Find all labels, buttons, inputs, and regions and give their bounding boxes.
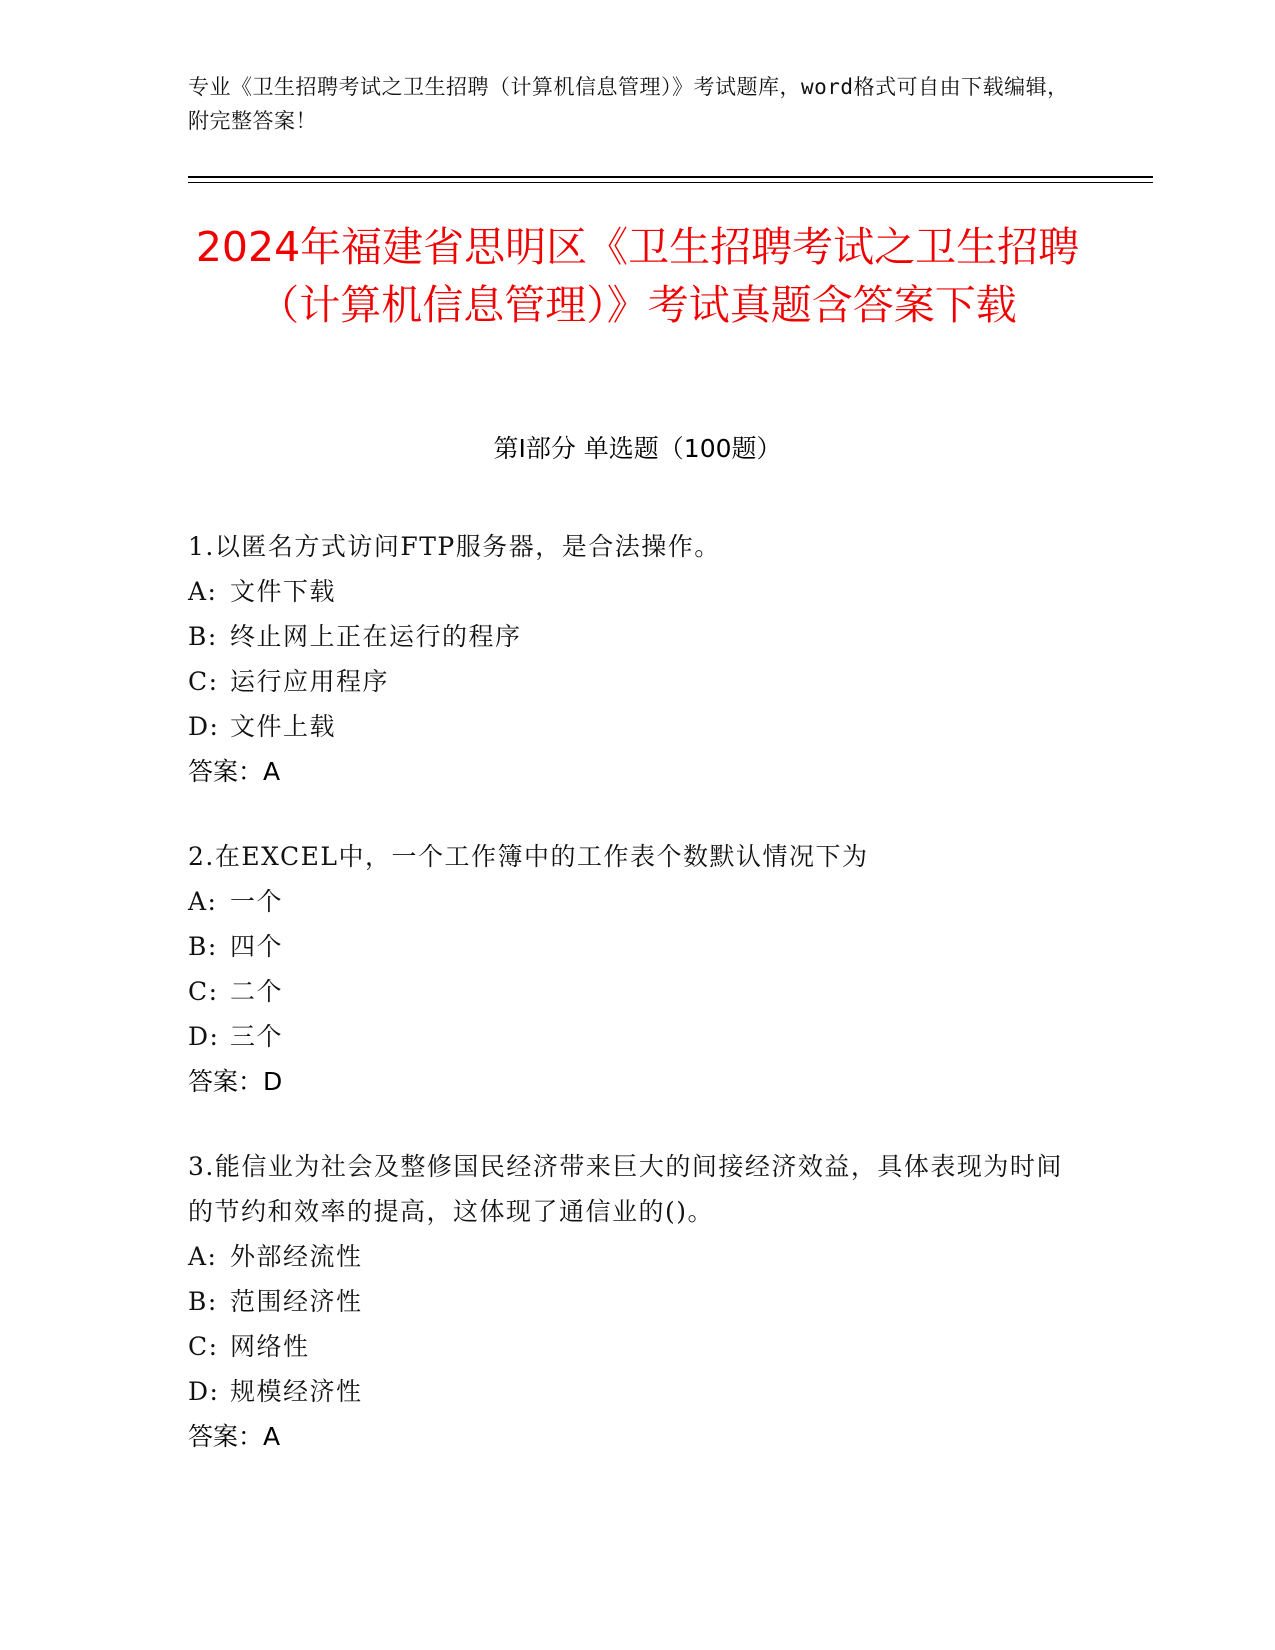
question-stem: 1.以匿名方式访问FTP服务器，是合法操作。 xyxy=(188,532,721,561)
option-letter: B: xyxy=(188,932,218,961)
header-divider-thick xyxy=(188,176,1153,178)
option-letter: D: xyxy=(188,1377,220,1406)
question-list xyxy=(188,524,1068,1499)
option-letter: B: xyxy=(188,1287,218,1316)
option-a xyxy=(188,1234,1068,1279)
option-c xyxy=(188,1324,1068,1369)
option-text: 文件上载 xyxy=(230,712,337,741)
option-c xyxy=(188,969,1068,1014)
option-letter: D: xyxy=(188,712,220,741)
option-text: 四个 xyxy=(230,932,284,961)
header-note: 专业《卫生招聘考试之卫生招聘（计算机信息管理）》考试题库，word格式可自由下载编辑，附完整答案！ xyxy=(188,75,1069,133)
option-b xyxy=(188,924,1068,969)
answer-line: 答案：D xyxy=(188,1067,283,1096)
answer-line: 答案：A xyxy=(188,1422,281,1451)
question-stem: 3.能信业为社会及整修国民经济带来巨大的间接经济效益，具体表现为时间的节约和效率的提高，这体现了通信业的()。 xyxy=(188,1152,1063,1226)
option-text: 三个 xyxy=(230,1022,284,1051)
option-letter: A: xyxy=(188,887,218,916)
option-text: 网络性 xyxy=(230,1332,310,1361)
option-text: 范围经济性 xyxy=(230,1287,363,1316)
option-text: 规模经济性 xyxy=(230,1377,363,1406)
question-stem: 2.在EXCEL中，一个工作簿中的工作表个数默认情况下为 xyxy=(188,842,869,871)
option-b xyxy=(188,1279,1068,1324)
option-d xyxy=(188,704,1068,749)
option-letter: A: xyxy=(188,577,218,606)
option-letter: C: xyxy=(188,667,219,696)
question-item xyxy=(188,524,1068,794)
option-letter: A: xyxy=(188,1242,218,1271)
option-letter: D: xyxy=(188,1022,220,1051)
section-heading: 第I部分 单选题（100题） xyxy=(493,434,782,463)
option-text: 终止网上正在运行的程序 xyxy=(230,622,522,651)
option-d xyxy=(188,1369,1068,1414)
option-text: 文件下载 xyxy=(230,577,337,606)
option-d xyxy=(188,1014,1068,1059)
answer-line: 答案：A xyxy=(188,757,281,786)
option-a xyxy=(188,879,1068,924)
question-item xyxy=(188,834,1068,1104)
option-text: 外部经流性 xyxy=(230,1242,363,1271)
option-text: 一个 xyxy=(230,887,284,916)
option-b xyxy=(188,614,1068,659)
option-letter: C: xyxy=(188,977,219,1006)
option-letter: B: xyxy=(188,622,218,651)
header-divider-thin xyxy=(188,182,1153,183)
option-letter: C: xyxy=(188,1332,219,1361)
option-text: 二个 xyxy=(230,977,284,1006)
question-item xyxy=(188,1144,1068,1459)
option-c xyxy=(188,659,1068,704)
document-title: 2024年福建省思明区《卫生招聘考试之卫生招聘（计算机信息管理）》考试真题含答案下载 xyxy=(195,223,1080,329)
option-a xyxy=(188,569,1068,614)
option-text: 运行应用程序 xyxy=(230,667,390,696)
